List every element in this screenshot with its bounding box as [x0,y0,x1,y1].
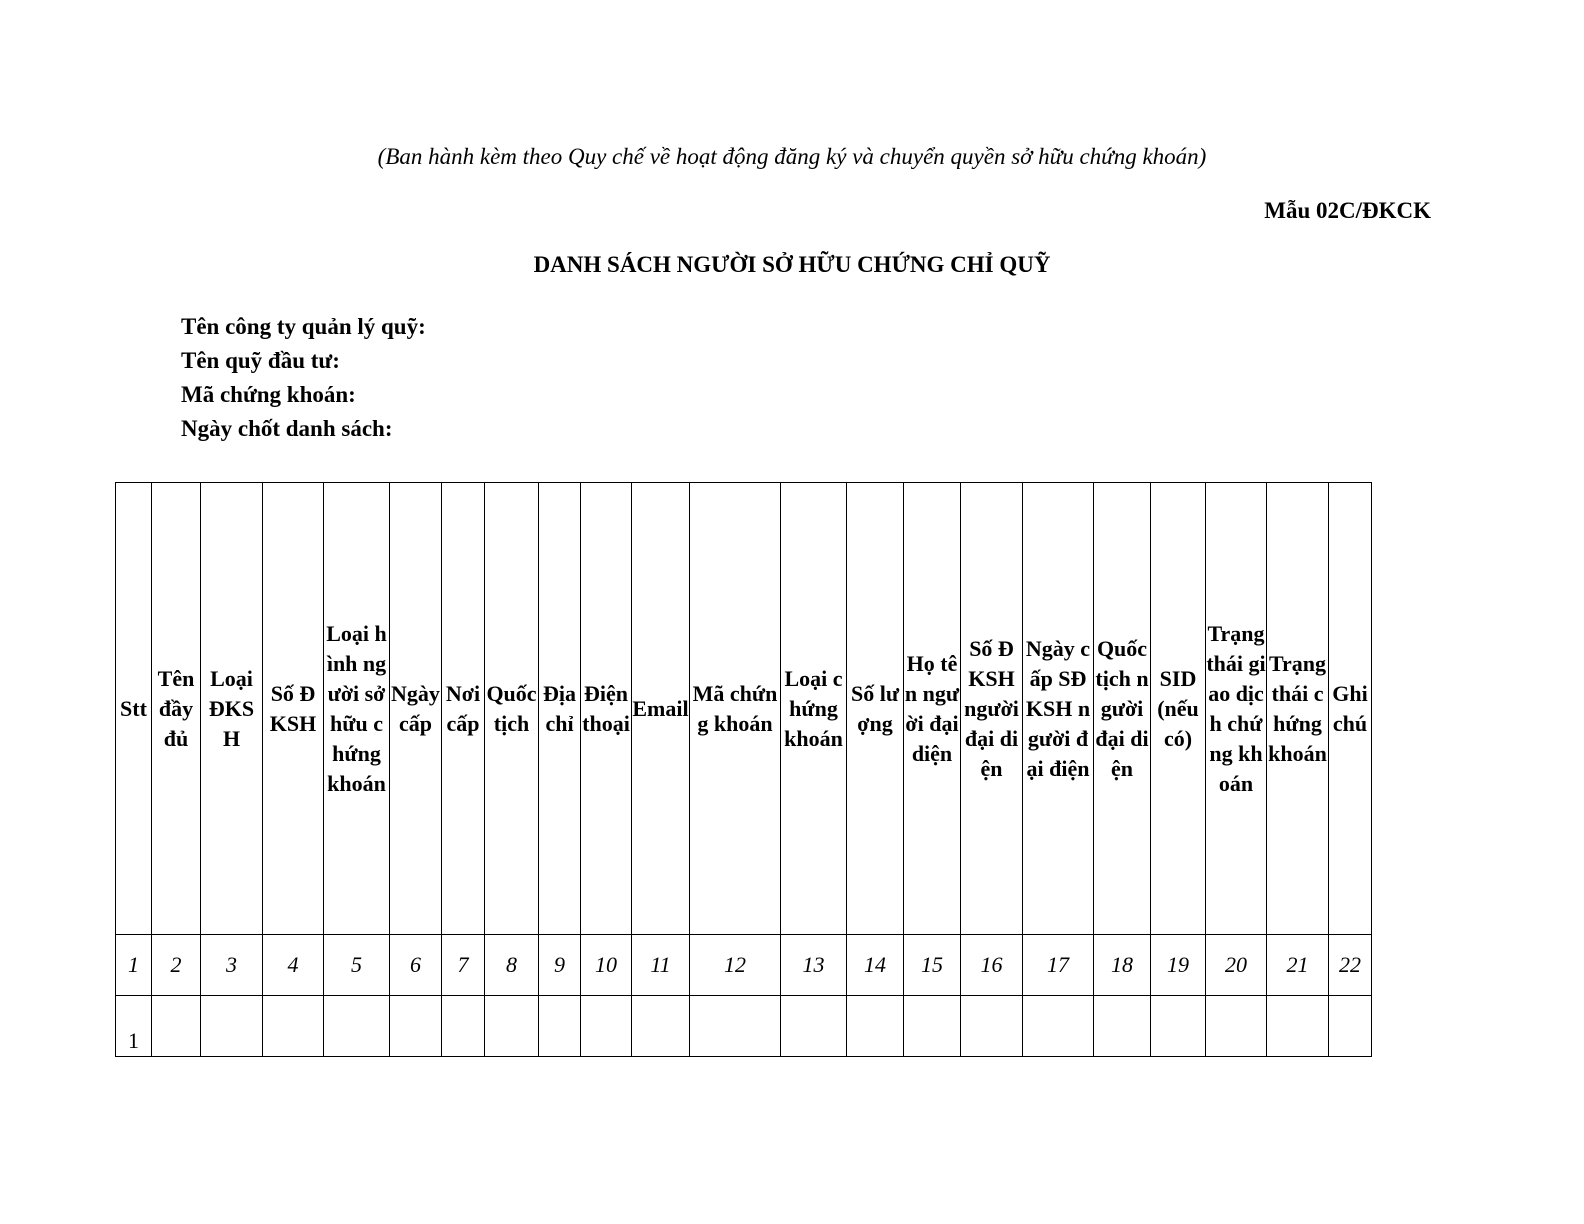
column-header: Quốc tịch [485,483,539,935]
header-row [116,483,1372,935]
column-number: 13 [781,935,847,996]
column-number: 18 [1094,935,1151,996]
table-cell [961,996,1023,1057]
table-cell [847,996,904,1057]
table-cell [201,996,263,1057]
column-header: Trạng thái chứng khoán [1267,483,1329,935]
column-header: Số lượng [847,483,904,935]
column-number: 7 [442,935,485,996]
column-number: 8 [485,935,539,996]
regulation-subtitle: (Ban hành kèm theo Quy chế về hoạt động đăng ký và chuyển quyền sở hữu chứng khoán) [377,144,1207,169]
table-cell [1094,996,1151,1057]
column-header: SID (nếu có) [1151,483,1206,935]
table-cell [1267,996,1329,1057]
table-cell [116,996,152,1057]
column-header: Tên đầy đủ [152,483,201,935]
table-cell [1023,996,1094,1057]
column-number: 20 [1206,935,1267,996]
column-number: 22 [1329,935,1372,996]
column-number: 12 [690,935,781,996]
form-code: Mẫu 02C/ĐKCK [1264,198,1431,223]
table-cell [152,996,201,1057]
column-header: Mã chứng khoán [690,483,781,935]
column-number: 9 [539,935,581,996]
table-cell [690,996,781,1057]
column-header: Loại hình người sở hữu chứng khoán [324,483,390,935]
investment-fund-label: Tên quỹ đầu tư: [181,348,340,373]
record-date-label: Ngày chốt danh sách: [181,416,393,441]
table-cell [324,996,390,1057]
table-cell [390,996,442,1057]
table-cell [485,996,539,1057]
column-number: 5 [324,935,390,996]
column-header: Nơi cấp [442,483,485,935]
column-header: Trạng thái giao dịch chứng khoán [1206,483,1267,935]
table-cell [539,996,581,1057]
column-number: 19 [1151,935,1206,996]
column-number: 21 [1267,935,1329,996]
column-number: 14 [847,935,904,996]
table-cell [1329,996,1372,1057]
table-row [116,996,1372,1057]
column-header: Họ tên người đại diện [904,483,961,935]
holders-table [115,482,1372,1057]
column-number: 4 [263,935,324,996]
table-cell [581,996,632,1057]
column-header: Số ĐKSH [263,483,324,935]
securities-code-label: Mã chứng khoán: [181,382,356,407]
column-header: Loại chứng khoán [781,483,847,935]
column-number: 6 [390,935,442,996]
column-header: Quốc tịch người đại diện [1094,483,1151,935]
column-number: 2 [152,935,201,996]
table-cell [632,996,690,1057]
table-cell [1206,996,1267,1057]
table-cell [263,996,324,1057]
column-header: Ngày cấp [390,483,442,935]
column-header: Ghi chú [1329,483,1372,935]
table-cell [904,996,961,1057]
column-header: Stt [116,483,152,935]
column-header: Số ĐKSH người đại diện [961,483,1023,935]
column-header: Ngày cấp SĐKSH người đại điện [1023,483,1094,935]
column-header: Email [632,483,690,935]
document-title: DANH SÁCH NGƯỜI SỞ HỮU CHỨNG CHỈ QUỸ [533,252,1051,277]
fund-management-company-label: Tên công ty quản lý quỹ: [181,314,426,339]
table-cell [1151,996,1206,1057]
column-number: 1 [116,935,152,996]
column-header: Điện thoại [581,483,632,935]
column-number: 16 [961,935,1023,996]
row-number: 1 [128,1028,139,1053]
column-header: Loại ĐKSH [201,483,263,935]
column-number: 10 [581,935,632,996]
table-cell [781,996,847,1057]
info-block [181,310,426,446]
column-header: Địa chỉ [539,483,581,935]
column-number: 15 [904,935,961,996]
table-cell [442,996,485,1057]
column-number: 3 [201,935,263,996]
column-number: 17 [1023,935,1094,996]
column-number-row [116,935,1372,996]
column-number: 11 [632,935,690,996]
